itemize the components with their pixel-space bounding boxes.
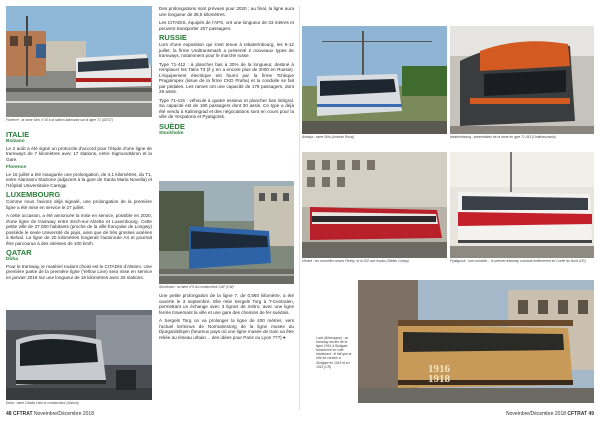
pyatigorsk-tram-photo [450,152,594,258]
iekaterinbourg-tram-photo [450,26,594,134]
vienne-photo-caption: Vienne : les nouvelles rames Flexity, ici la 302 aux essais (Stefan Czepa) [302,259,409,263]
florence-tram-photo [6,6,152,117]
city-heading-stockholm: Stockholm [159,130,184,136]
left-column-text [6,128,152,283]
left-page-folio [6,411,94,417]
paragraph-stockholm-1: Une petite prolongation de la ligne 7, de 0,560 kilomètre, a été ouverte le 3 septembre. Elle relie Sergels Torg à T-Centralen, permettant un échange avec 3 lignes de métro, avec une ligne ferrée traversant la ville et une gare des chemins de fer suédois. [159,293,294,315]
antalya-photo-caption: Antalya : rame Sirio (Antonio Rossi) [302,135,355,139]
paragraph-stockholm-2: A Sergels Torg on va prolonger la ligne de 400 mètres, vers l'actuel terminus de Normalmstorg de la ligne musée du Djurgardslinjen (heureux pays où une ligne musée de tram va être reliée au réseau urbain… des idées pour Paris ou Lyon ???) ● [159,318,294,340]
stockholm-photo-caption: Stockholm : la rame n°5 du constructeur CAF (CW) [159,285,234,289]
section-heading-luxembourg: LUXEMBOURG [6,190,61,200]
issue-date-left: Novembre/Décembre 2018 [33,411,94,417]
magazine-name-left: CFTRAT [12,411,33,417]
stockholm-tram-photo [159,181,294,284]
paragraph-russie-2: Type 71-412 : à plancher bas à 30% de la longueur, destiné à remplacer les Tatra T3 (il y en a encore plus de 2000 en Russie). L'équipement électrique est fourni par la firme Tchèque Pragoimpex (issue de la firme CKD Praha) et la conduite se fait par pédales. Les rames ont une capacité de 178 passagers, dont 29 assis. [159,61,294,94]
paragraph-luxembourg-2: A cette occasion, a été annoncée la mise en service, possible en 2020, d'une ligne de tramway entre Esch-sur-Alzette et Luxembourg. Cette petite ville de 37 000 habitants (proche de la ville française de Longwy) possède le seule Université du pays, ainsi que de très grosses aciéries à Belval. La ligne de 20 kilomètres longerait l'autoroute A4 et pourrait être parcourue à des vitesses de 100 km/h. [6,213,152,246]
middle-column-text-bottom [159,293,294,343]
vienne-tram-photo [302,152,447,258]
antalya-tram-photo [302,26,447,134]
pyatigorsk-photo-caption: Pyatigorsk : une curiosité… le premier tramway construit entièrement en Corée du Nord (CR) [450,259,586,263]
section-heading-suede: SUÈDE [159,121,185,131]
issue-date-right: Novembre/Décembre 2018 [506,411,567,417]
doha-tram-photo [6,310,152,400]
city-heading-florence: Florence [6,165,26,171]
paragraph-citadis: Les CITADIS, équipés de l'APS, ont une longueur de 33 mètres et peuvent transporter 207 passagers. [159,20,294,31]
section-heading-qatar: QATAR [6,248,32,258]
magazine-name-right: CFTRAT [567,411,588,417]
lodz-photo-caption: Lodz (Allemagne) : un tramway ancien de la ligne 1916 à Stuttgart, transformé en café restaurant ; le fait que la ville fut vendue à Stuttgart en 1918 et en 1916 (CR) [316,336,352,369]
paragraph-bolzano: Le 2 août a été signé un protocole d'accord pour l'étude d'une ligne de tramways de 7 kilomètres avec 17 stations, entre Sigmundskron et la Gare. [6,145,152,162]
tram-number-1916: 1916 [428,363,450,375]
paragraph-russie-3: Type 71-415 : véhicule à quatre essieux et plancher bas intégral. Sa capacité est de 190 passagers dont 30 assis. Ce type a déjà été vendu à Kaliningrad et des négociations sont en cours pour la ville de Yecpatoria et Pyatigorsk. [159,97,294,119]
right-page-folio [506,411,594,417]
tram-number-1918: 1918 [428,373,450,385]
middle-column-text-top [159,6,294,137]
florence-photo-caption: Florence : la rame Sirio n°16 à la station Alamanni sur la ligne T1 (GEST) [6,118,113,122]
right-page [300,0,600,424]
paragraph-florence: Le 16 juillet a été inaugurée une prolongation, de 4,1 kilomètres, du T1, entre Alamanni Stazione (adjacent à la gare de Santa Maria Novella) et l'Hôpital Universitaire Careggi. [6,171,152,188]
section-heading-italie: ITALIE [6,130,30,139]
city-heading-doha: Doha [6,257,18,263]
city-heading-bolzano: Bolzano [6,139,25,144]
paragraph-luxembourg-1: Comme nous l'avions déjà signalé, une prolongation de la première ligne a été mise en service le 27 juillet. [6,199,152,210]
section-heading-russie: RUSSIE [159,33,187,42]
iekaterinbourg-photo-caption: Iekaterinbourg : présentation de la rame du type 71-415 (Uraltransmash) [450,135,556,139]
paragraph-intro: Des prolongations sont prévues pour 2020 ; au final, la ligne aura une longueur de 38,5 kilomètres. [159,6,294,17]
paragraph-russie-1: Lors d'une exposition qui s'est tenue à Iekaterinbourg, les 9-12 juillet, la firme Uraltransmash a présenté 2 nouveaux types de tramways, notamment pour le marché russe. [159,42,294,58]
page-number-right: 49 [588,411,594,417]
doha-photo-caption: Doha : rame Citadis chez le constructeur (Alstom) [6,401,79,405]
paragraph-doha: Pour le tramway, le matériel roulant choisi est le CITADIS d'Alstom. Une première partie de la première ligne (Yellow Line) sera mise en service en janvier 2019 sur une longueur de 18 kilomètres avec 25 stations. [6,263,152,280]
lodz-tram-photo [358,280,594,403]
page-number-left: 48 [6,411,12,417]
